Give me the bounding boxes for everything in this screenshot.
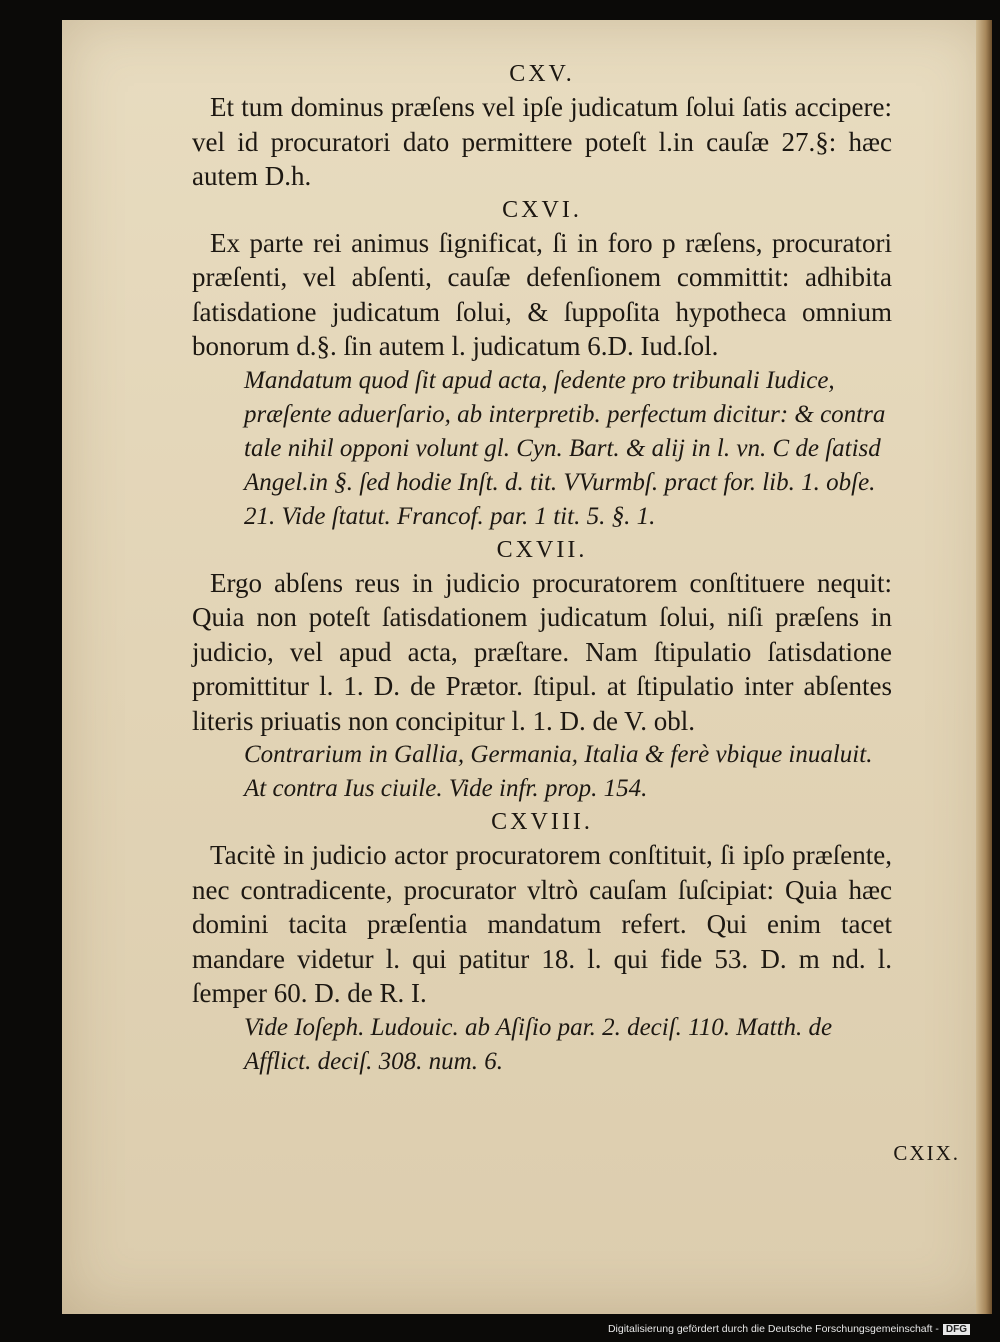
section-note: Contrarium in Gallia, Germania, Italia & ferè vbique inualuit. At contra Ius ciuile. Vide infr. prop. 154. [244,741,873,802]
page-content [192,58,892,1079]
catchword: CXIX. [893,1141,960,1165]
section-body: Tacitè in judicio actor procuratorem conſtituit, ſi ipſo præſente, nec contradicente, procurator vltrò cauſam ſuſcipiat: Quia hæc domini tacita præſentia mandatum refert. Qui enim tacet mandare videtur l. qui patitur 18. l. qui fide 53. D. m nd. l. ſemper 60. D. de R. I. [192,840,892,1008]
section-heading: CXVIII. [491,809,593,835]
section-body: Ergo abſens reus in judicio procuratorem conſtituere nequit: Quia non poteſt ſatisdationem judicatum ſolui, niſi præſens in judicio, vel apud acta, præſtare. Nam ſtipulatio ſatisdatione promittitur l. 1. D. de Prætor. ſtipul. at ſtipulatio inter abſentes literis priuatis non concipitur l. 1. D. de V. obl. [192,567,892,736]
page-edge [976,20,992,1314]
section-heading: CXVI. [502,196,582,223]
footer-bar [0,1316,1000,1342]
section-heading: CXVII. [496,536,588,563]
dfg-logo: DFG [943,1324,970,1335]
section-body: Et tum dominus præſens vel ipſe judicatum ſolui ſatis accipere: vel id procuratori dato permittere poteſt l.in cauſæ 27.§: hæc autem D.h. [192,92,892,191]
section-note: Vide Ioſeph. Ludouic. ab Aſiſio par. 2. deciſ. 110. Matth. de Afflict. deciſ. 308. num. 6. [244,1013,833,1075]
section-note: Mandatum quod ſit apud acta, ſedente pro tribunali Iudice, præſente aduerſario, ab interpretib. perfectum dicitur: & contra tale nihil opponi volunt gl. Cyn. Bart. & alij in l. vn. C de ſatisd Angel.in §. ſed hodie Inſt. d. tit. VVurmbſ. pract for. lib. 1. obſe. 21. Vide ſtatut. Francof. par. 1 tit. 5. §. 1. [244,366,886,530]
section-body: Ex parte rei animus ſignificat, ſi in foro p ræſens, procuratori præſenti, vel abſenti, cauſæ defenſionem committit: adhibita ſatisdatione judicatum ſolui, & ſuppoſita hypotheca omnium bonorum d.§. ſin autem l. judicatum 6.D. Iud.ſol. [192,227,892,361]
footer-text: Digitalisierung gefördert durch die Deutsche Forschungsgemeinschaft - [607,1323,939,1335]
section-heading: CXV. [509,61,575,87]
